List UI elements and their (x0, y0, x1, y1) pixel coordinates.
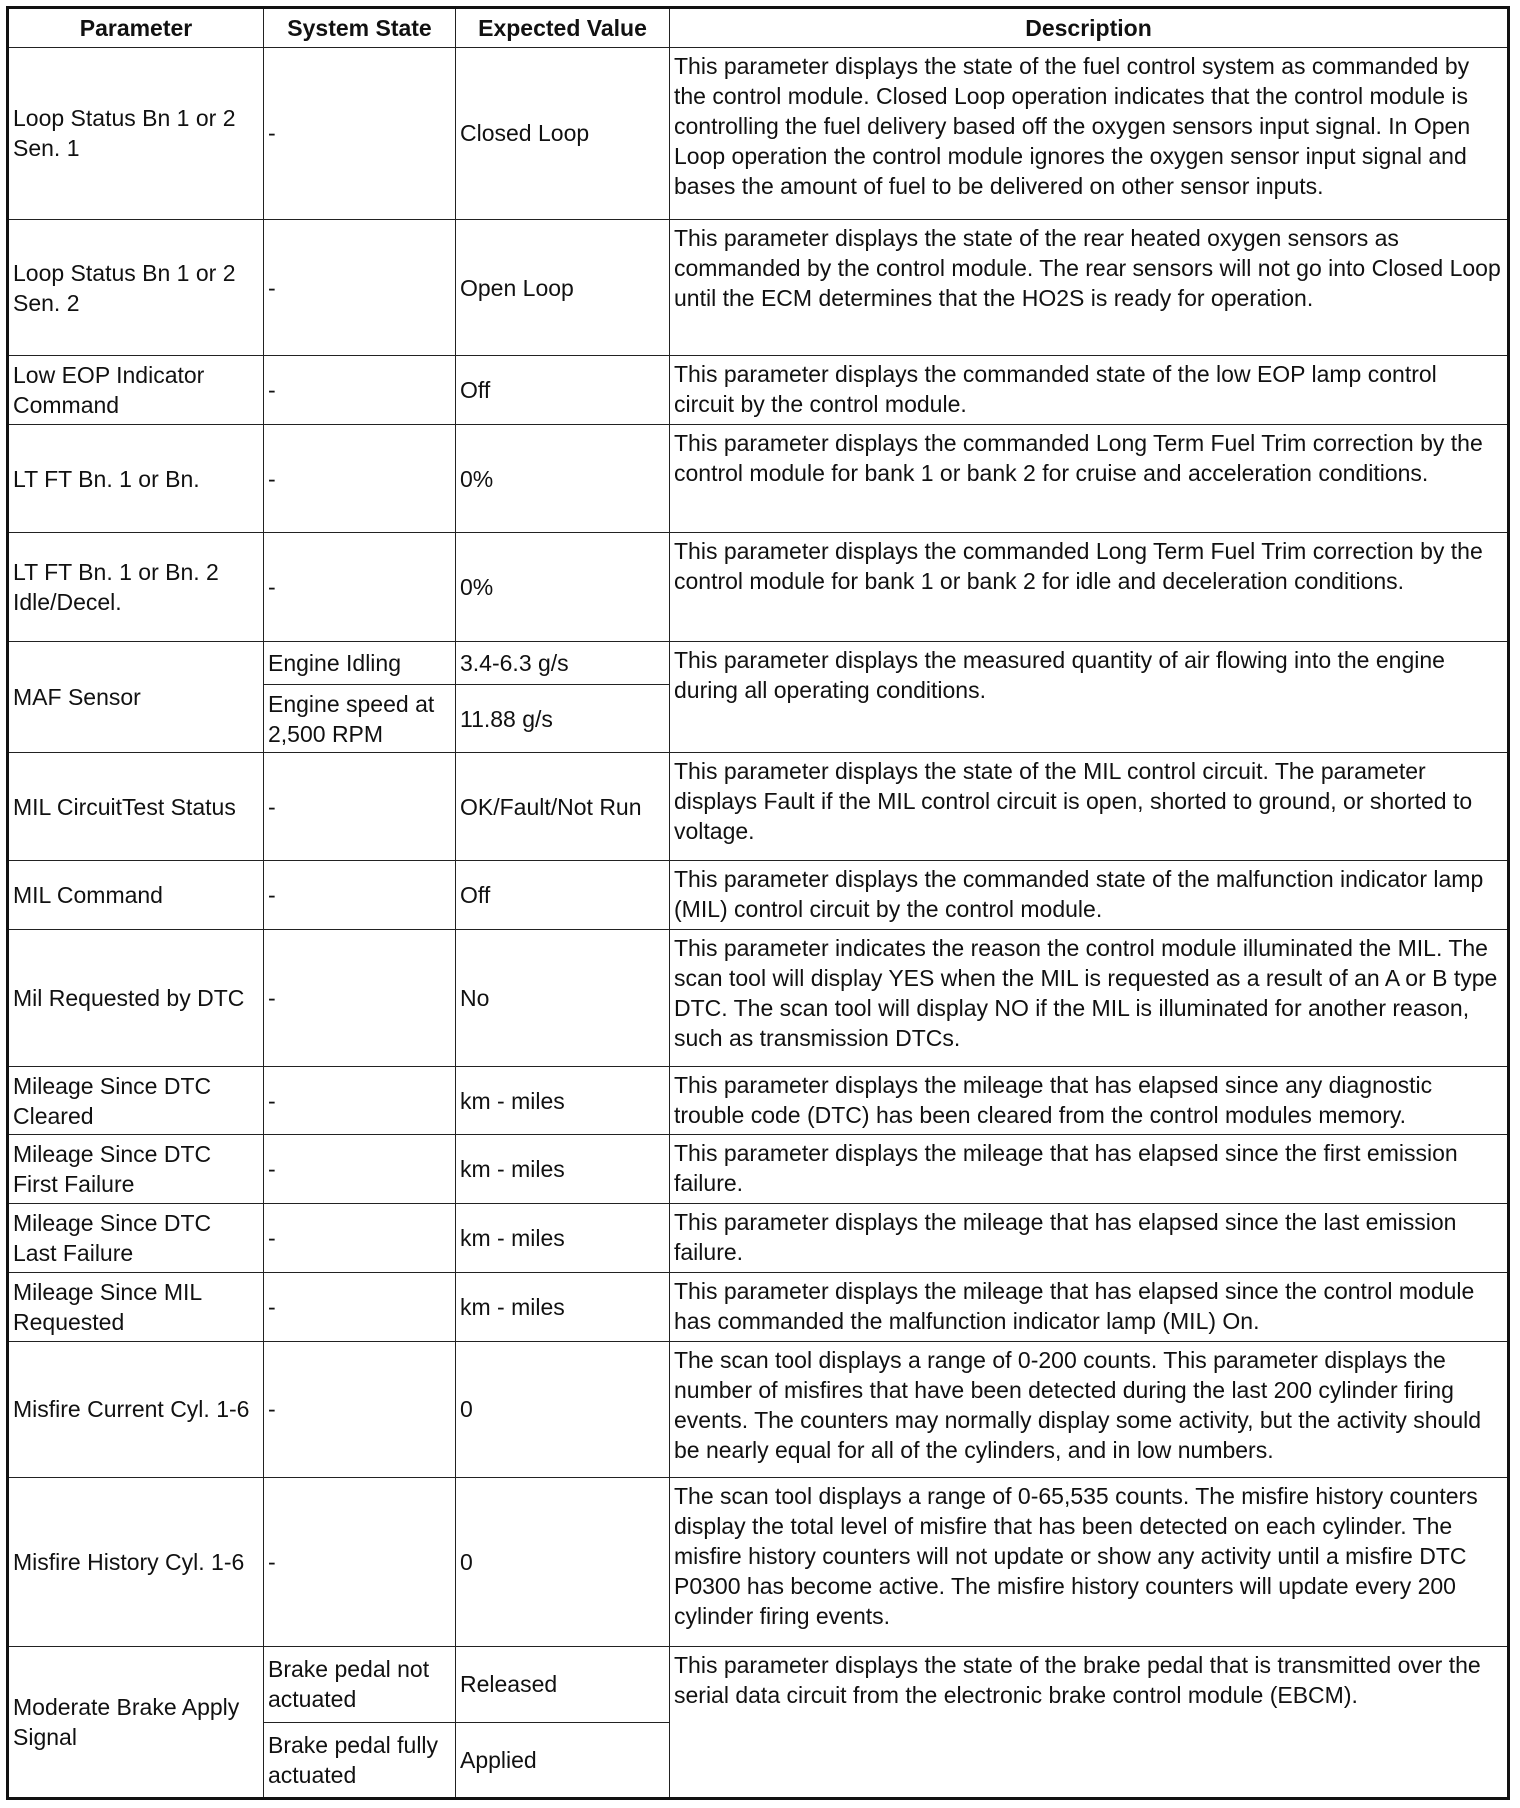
table-row (8, 753, 1509, 861)
system-state-cell: Engine speed at 2,500 RPM (264, 685, 456, 753)
expected-value-cell: 11.88 g/s (456, 685, 670, 753)
system-state-cell: - (264, 861, 456, 930)
description-cell: This parameter displays the commanded state of the malfunction indicator lamp (MIL) control circuit by the control module. (670, 861, 1509, 930)
parameter-cell: MIL Command (8, 861, 264, 930)
table-row (8, 219, 1509, 355)
table-row (8, 930, 1509, 1066)
description-cell: The scan tool displays a range of 0-65,535 counts. The misfire history counters display the total level of misfire that has been detected on each cylinder. The misfire history counters will not update or show any activity until a misfire DTC P0300 has become active. The misfire history counters will update every 200 cylinder firing events. (670, 1478, 1509, 1647)
table-row (8, 1135, 1509, 1204)
system-state-cell: - (264, 1341, 456, 1477)
table-row (8, 641, 1509, 685)
parameter-cell: MAF Sensor (8, 641, 264, 752)
parameter-cell: LT FT Bn. 1 or Bn. 2 Idle/Decel. (8, 533, 264, 641)
description-cell: This parameter displays the state of the MIL control circuit. The parameter displays Fault if the MIL control circuit is open, shorted to ground, or shorted to voltage. (670, 753, 1509, 861)
description-cell: This parameter displays the mileage that has elapsed since any diagnostic trouble code (DTC) has been cleared from the control modules memory. (670, 1066, 1509, 1135)
parameter-cell: Loop Status Bn 1 or 2 Sen. 2 (8, 219, 264, 355)
system-state-cell: - (264, 48, 456, 220)
parameter-cell: Mileage Since DTC Last Failure (8, 1204, 264, 1273)
parameter-cell: Misfire History Cyl. 1-6 (8, 1478, 264, 1647)
description-cell: The scan tool displays a range of 0-200 counts. This parameter displays the number of misfires that have been detected during the last 200 cylinder firing events. The counters may normally display some activity, but the activity should be nearly equal for all of the cylinders, and in low numbers. (670, 1341, 1509, 1477)
table-body (8, 48, 1509, 1799)
system-state-cell: - (264, 533, 456, 641)
description-cell: This parameter displays the commanded Long Term Fuel Trim correction by the control module for bank 1 or bank 2 for cruise and acceleration conditions. (670, 425, 1509, 533)
table-row (8, 425, 1509, 533)
expected-value-cell: Off (456, 861, 670, 930)
system-state-cell: - (264, 753, 456, 861)
system-state-cell: Engine Idling (264, 641, 456, 685)
parameter-cell: Misfire Current Cyl. 1-6 (8, 1341, 264, 1477)
parameter-cell: MIL CircuitTest Status (8, 753, 264, 861)
system-state-cell: - (264, 1478, 456, 1647)
expected-value-cell: Off (456, 356, 670, 425)
parameter-cell: Low EOP Indicator Command (8, 356, 264, 425)
expected-value-cell: 0 (456, 1341, 670, 1477)
parameter-cell: Loop Status Bn 1 or 2 Sen. 1 (8, 48, 264, 220)
expected-value-cell: km - miles (456, 1272, 670, 1341)
expected-value-cell: OK/Fault/Not Run (456, 753, 670, 861)
system-state-cell: - (264, 1272, 456, 1341)
parameter-cell: Moderate Brake Apply Signal (8, 1646, 264, 1798)
description-cell: This parameter displays the commanded Long Term Fuel Trim correction by the control module for bank 1 or bank 2 for idle and deceleration conditions. (670, 533, 1509, 641)
system-state-cell: Brake pedal fully actuated (264, 1722, 456, 1798)
table-row (8, 48, 1509, 220)
expected-value-cell: Open Loop (456, 219, 670, 355)
system-state-cell: - (264, 356, 456, 425)
expected-value-cell: 0% (456, 533, 670, 641)
description-cell: This parameter indicates the reason the control module illuminated the MIL. The scan tool will display YES when the MIL is requested as a result of an A or B type DTC. The scan tool will display NO if the MIL is illuminated for another reason, such as transmission DTCs. (670, 930, 1509, 1066)
parameter-cell: Mileage Since DTC Cleared (8, 1066, 264, 1135)
parameter-table (6, 6, 1510, 1800)
expected-value-cell: Released (456, 1646, 670, 1722)
system-state-cell: - (264, 1204, 456, 1273)
table-row (8, 861, 1509, 930)
expected-value-cell: km - miles (456, 1135, 670, 1204)
table-row (8, 1272, 1509, 1341)
expected-value-cell: No (456, 930, 670, 1066)
description-cell: This parameter displays the commanded state of the low EOP lamp control circuit by the control module. (670, 356, 1509, 425)
expected-value-cell: 0 (456, 1478, 670, 1647)
description-cell: This parameter displays the state of the fuel control system as commanded by the control module. Closed Loop operation indicates that the control module is controlling the fuel delivery based off the oxygen sensors input signal. In Open Loop operation the control module ignores the oxygen sensor input signal and bases the amount of fuel to be delivered on other sensor inputs. (670, 48, 1509, 220)
parameter-cell: Mileage Since DTC First Failure (8, 1135, 264, 1204)
expected-value-cell: km - miles (456, 1204, 670, 1273)
description-cell: This parameter displays the measured quantity of air flowing into the engine during all operating conditions. (670, 641, 1509, 752)
table-row (8, 533, 1509, 641)
system-state-cell: - (264, 1135, 456, 1204)
header-system-state: System State (264, 8, 456, 48)
parameter-cell: Mileage Since MIL Requested (8, 1272, 264, 1341)
header-parameter: Parameter (8, 8, 264, 48)
expected-value-cell: Closed Loop (456, 48, 670, 220)
header-row (8, 8, 1509, 48)
table-row (8, 1204, 1509, 1273)
parameter-cell: LT FT Bn. 1 or Bn. (8, 425, 264, 533)
table-row (8, 1478, 1509, 1647)
parameter-cell: Mil Requested by DTC (8, 930, 264, 1066)
system-state-cell: - (264, 219, 456, 355)
system-state-cell: - (264, 1066, 456, 1135)
table-row (8, 356, 1509, 425)
table-row (8, 1341, 1509, 1477)
description-cell: This parameter displays the state of the rear heated oxygen sensors as commanded by the control module. The rear sensors will not go into Closed Loop until the ECM determines that the HO2S is ready for operation. (670, 219, 1509, 355)
description-cell: This parameter displays the mileage that has elapsed since the last emission failure. (670, 1204, 1509, 1273)
expected-value-cell: 0% (456, 425, 670, 533)
expected-value-cell: 3.4-6.3 g/s (456, 641, 670, 685)
header-description: Description (670, 8, 1509, 48)
table-row (8, 1646, 1509, 1722)
expected-value-cell: km - miles (456, 1066, 670, 1135)
description-cell: This parameter displays the mileage that has elapsed since the control module has commanded the malfunction indicator lamp (MIL) On. (670, 1272, 1509, 1341)
header-expected-value: Expected Value (456, 8, 670, 48)
system-state-cell: - (264, 425, 456, 533)
system-state-cell: Brake pedal not actuated (264, 1646, 456, 1722)
description-cell: This parameter displays the mileage that has elapsed since the first emission failure. (670, 1135, 1509, 1204)
system-state-cell: - (264, 930, 456, 1066)
expected-value-cell: Applied (456, 1722, 670, 1798)
description-cell: This parameter displays the state of the brake pedal that is transmitted over the serial data circuit from the electronic brake control module (EBCM). (670, 1646, 1509, 1798)
table-row (8, 1066, 1509, 1135)
